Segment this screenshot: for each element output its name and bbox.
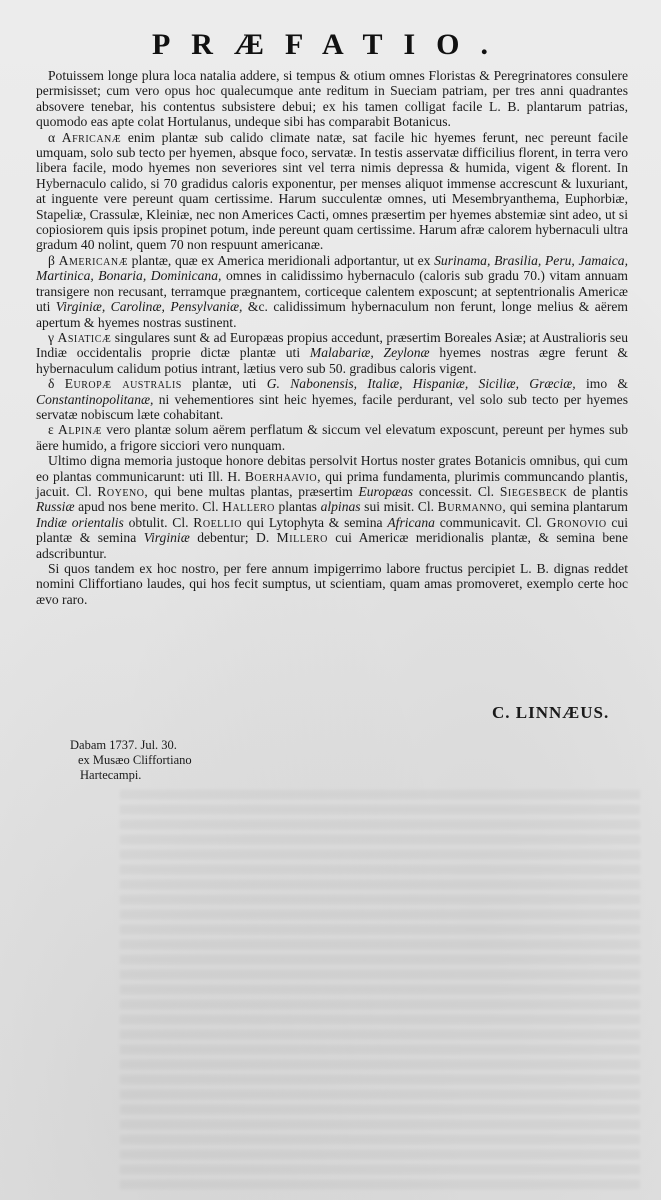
text-africanae: enim plantæ sub calido climate natæ, sat facile hic hyemes ferunt, nec pereunt facile umquam, solo sub tecto per hyemen, absque foco, servatæ. In testis asservatæ difficilius florent, in terra vero libera facile, modo hyemes non severiores sint vel terra nimis depressa & humida, vigent & florent. In Hybernaculo calido, si 70 gradidus caloris exponentur, per menses aliquot immense accrescunt & luxuriant, at inguente vere pereunt quam certissime. Harum succulentæ omnes, uti Mesembryanthema, Euphorbiæ, Stapeliæ, Crassulæ, Kleiniæ, nec non Americes Cacti, omnes præsertim per hyemes abstemiæ sint adeo, ut si copiosiorem quis ipsis propinet potum, inde pereunt quam certissime. Harum afræ calorem hybernaculi ultra gradum 40 nolint, quem 70 non respuunt americanæ. [36,129,628,253]
text-segment: debentur; D. [189,530,277,546]
text-segment: hyemes nostras ægre ferunt & hybernaculum calidum potius intrant, lætius vero sub 50. gradibus caloris vigent. [36,345,628,376]
heading-asiaticae: Asiaticæ [57,329,112,345]
text-segment: imo & [575,376,628,392]
term-russiae: Russiæ [36,499,75,515]
name-miller: Millero [276,530,328,546]
name-roell: Roellio [193,514,242,530]
text-segment: qui semina plantarum [506,499,628,515]
text-segment: cui Americæ meridionalis plantæ, & semina bene adscribuntur. [36,530,628,561]
term-alpinas: alpinas [320,499,361,515]
text-segment: plantæ, quæ ex America meridionali adportantur, ut ex [127,252,435,268]
greek-marker: β [48,252,55,268]
name-haller: Hallero [222,499,275,515]
paragraph-europae [36,376,628,422]
text-segment: Ultimo digna memoria justoque honore debitas persolvit Hortus noster grates Botanicis omnibus, qui cum eo plantas communicarunt: uti Ill. H. [36,453,628,484]
text-segment: de plantis [567,483,628,499]
dateline [70,738,192,783]
paragraph-acknowledgements [36,453,628,561]
paragraph-closing: Si quos tandem ex hoc nostro, per fere annum impigerrimo labore fructus percipiet L. B. dignas reddet nomini Cliffortiano laudes, qui hos fecit sumptus, ut scientiam, quam amas promoveret, exemplo certe hoc ævo raro. [36,561,628,607]
term-europeas: Europæas [358,483,414,499]
places-constantinople: Constantinopolitanæ, [36,391,154,407]
places-north: Virginiæ, Carolinæ, Pensylvaniæ, [55,299,243,315]
text-segment: qui prima fundamenta, plurimis communcando plantis, jacuit. Cl. [36,468,628,499]
text-segment: qui bene multas plantas, præsertim [148,483,359,499]
places-south: Surinama, Brasilia, Peru, Jamaica, Martinica, Bonaria, Dominicana, [36,252,628,284]
text-segment: communicavit. Cl. [434,514,547,530]
heading-americanae: Americanæ [58,252,128,268]
heading-alpinae: Alpinæ [58,422,102,438]
paragraph-asiaticae [36,330,628,376]
text-segment: plantæ, uti [181,376,267,392]
places-europe: G. Nabonensis, Italiæ, Hispaniæ, Siciliæ, Græciæ, [266,376,576,392]
name-siegesbeck: Siegesbeck [499,483,568,499]
heading-africanae: Africanæ [61,129,122,145]
text-segment: qui Lytophyta & semina [241,514,388,530]
text-segment: obtulit. Cl. [123,514,194,530]
text-segment: concessit. Cl. [413,483,500,499]
greek-marker: α [48,129,56,145]
greek-marker: γ [48,329,55,345]
text-segment: &c. calidissimum hybernaculum non ferunt, longe melius & aërem apertum & hyemes nostras sustinent. [36,299,628,330]
preface-body [36,68,628,607]
greek-marker: ε [48,422,54,438]
dateline-date: Dabam 1737. Jul. 30. [70,738,177,752]
name-royen: Royeno, [97,483,149,499]
paragraph-americanae [36,253,628,330]
author-signature: C. LINNÆUS. [492,703,610,722]
paragraph-alpinae [36,422,628,453]
text-segment: singulares sunt & ad Europæas propius accedunt, præsertim Boreales Asiæ; at Australioris seu Indiæ occidentalis proprie dictæ plantæ uti [36,329,628,361]
term-virginiae: Virginiæ [143,530,190,546]
term-india: Indiæ orientalis [36,514,124,530]
bleed-through-shadow [120,790,640,1190]
heading-europae: Europæ australis [64,376,182,392]
text-segment: plantas [274,499,321,515]
text-segment: ni vehementiores sint heic hyemes, facile perdurant, vel solo sub tecto per hyemes servatæ nobiscum læte cohabitant. [36,391,628,422]
name-burman: Burmanno, [437,499,507,515]
text-segment: omnes in calidissimo hybernaculo (caloris sub gradu 70.) vitam annuam transigere non recusant, terramque prægnantem, corticeque calentem exposcunt; at septentrionalis Americæ uti [36,268,629,315]
term-africana: Africana [387,514,435,530]
greek-marker: δ [48,376,55,392]
paragraph-intro: Potuissem longe plura loca natalia addere, si tempus & otium omnes Floristas & Peregrinatores consulere permisisset; cum vero opus hoc qualecumque ante reditum in Sueciam patriam, per tres anni quadrantes absovere tenebar, his contentus subsistere debui; ex his tamen colligat facile L. B. plantarum patrias, quomodo eas apte colat Hortulanus, undeque sibi has comparabit Botanicus. [36,68,628,130]
name-boerhaave: Boerhaavio, [244,468,321,484]
dateline-place: ex Musæo Cliffortiano [78,753,192,767]
text-segment: apud nos bene merito. Cl. [74,499,223,515]
name-gronovius: Gronovio [546,514,607,530]
text-segment: sui misit. Cl. [360,499,438,515]
page-title: PRÆFATIO. [151,28,510,61]
places-asia: Malabariæ, Zeylonæ [309,345,430,361]
dateline-location: Hartecampi. [80,768,142,782]
text-segment: cui plantæ & semina [36,514,628,546]
text-segment: vero plantæ solum aërem perflatum & siccum vel elevatum exposcunt, pereunt per hymes sub äere humido, a frigore sicciori vero nunquam. [36,422,628,453]
paragraph-africanae [36,130,628,253]
